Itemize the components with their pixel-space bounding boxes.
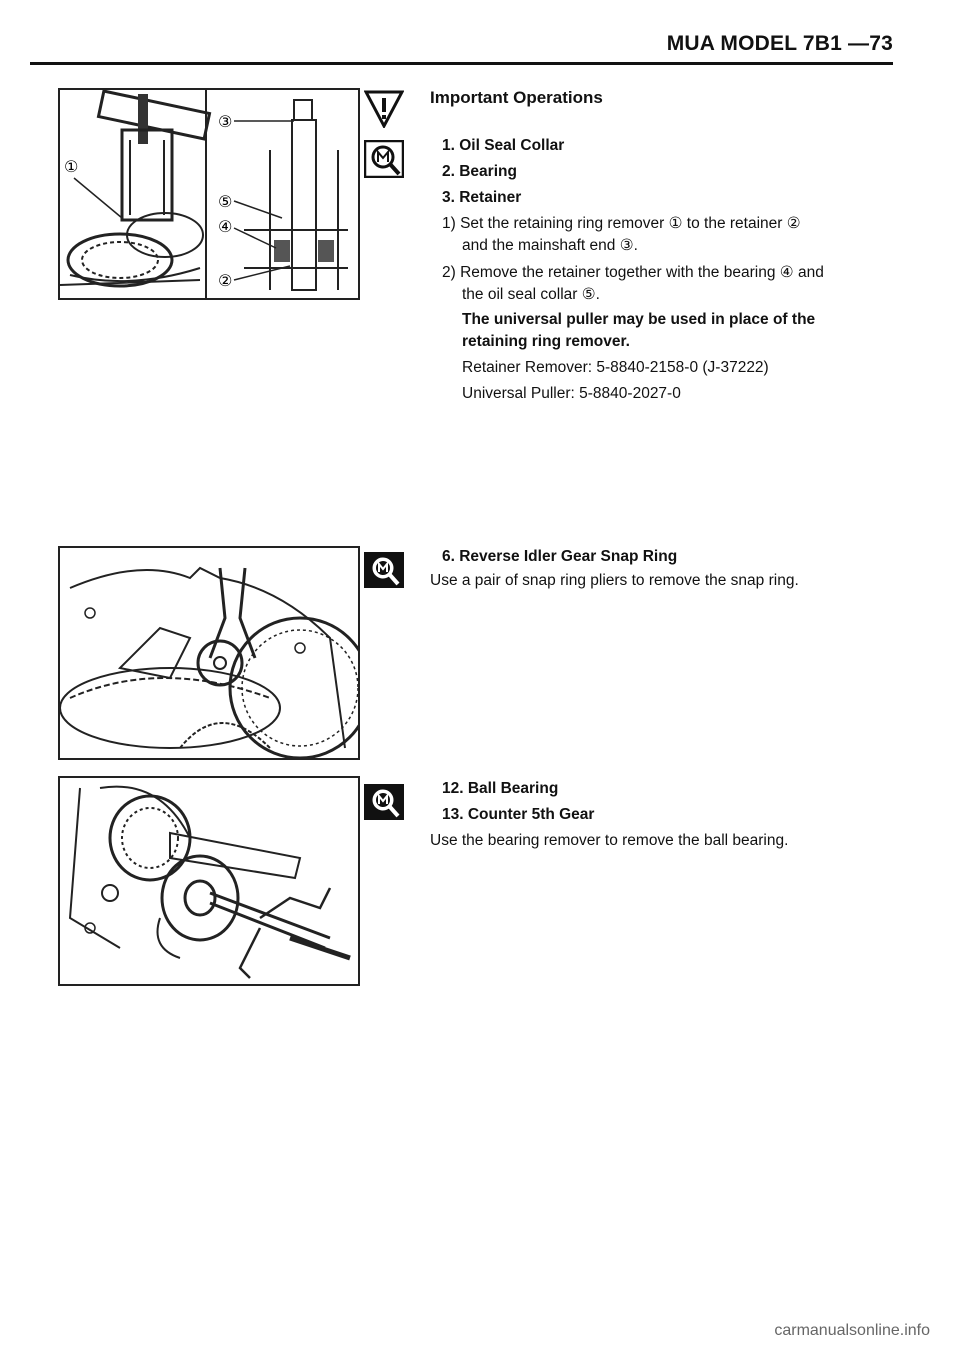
callout-5: ⑤ <box>218 192 233 211</box>
step2-line2: the oil seal collar ⑤. <box>462 286 600 303</box>
step2-line1: 2) Remove the retainer together with the bearing ④ and <box>442 264 824 281</box>
inspect-magnifier-icon <box>364 140 404 178</box>
header-rule <box>30 62 893 65</box>
step1-line2: and the mainshaft end ③. <box>462 237 638 254</box>
page-header: MUA MODEL 7B1 —73 <box>666 32 893 55</box>
watermark: carmanualsonline.info <box>774 1322 930 1339</box>
figure-retainer-removal <box>58 88 360 300</box>
item-counter-5th-gear: 13. Counter 5th Gear <box>442 806 595 823</box>
callout-4: ④ <box>218 217 233 236</box>
item-oil-seal-collar: 1. Oil Seal Collar <box>442 137 565 154</box>
tool-retainer-remover: Retainer Remover: 5-8840-2158-0 (J-37222) <box>462 359 769 376</box>
inspect-magnifier-icon <box>364 784 404 820</box>
callout-3: ③ <box>218 112 233 131</box>
item-bearing: 2. Bearing <box>442 163 517 180</box>
section2-title: 6. Reverse Idler Gear Snap Ring <box>442 548 678 565</box>
figure-bearing-remover <box>58 776 360 986</box>
note-line1: The universal puller may be used in place of the <box>462 311 816 328</box>
callout-1: ① <box>64 157 79 176</box>
warning-triangle-icon <box>364 88 404 128</box>
item-ball-bearing: 12. Ball Bearing <box>442 780 559 797</box>
section3-body: Use the bearing remover to remove the ball bearing. <box>430 832 789 849</box>
inspect-magnifier-icon <box>364 552 404 588</box>
note-line2: retaining ring remover. <box>462 333 630 350</box>
item-retainer: 3. Retainer <box>442 189 522 206</box>
tool-universal-puller: Universal Puller: 5-8840-2027-0 <box>462 385 681 402</box>
callout-2: ② <box>218 271 233 290</box>
step1-line1: 1) Set the retaining ring remover ① to the retainer ② <box>442 215 801 232</box>
figure-snap-ring-pliers <box>58 546 360 760</box>
section2-body: Use a pair of snap ring pliers to remove the snap ring. <box>430 572 799 589</box>
section1-heading: Important Operations <box>430 88 603 107</box>
